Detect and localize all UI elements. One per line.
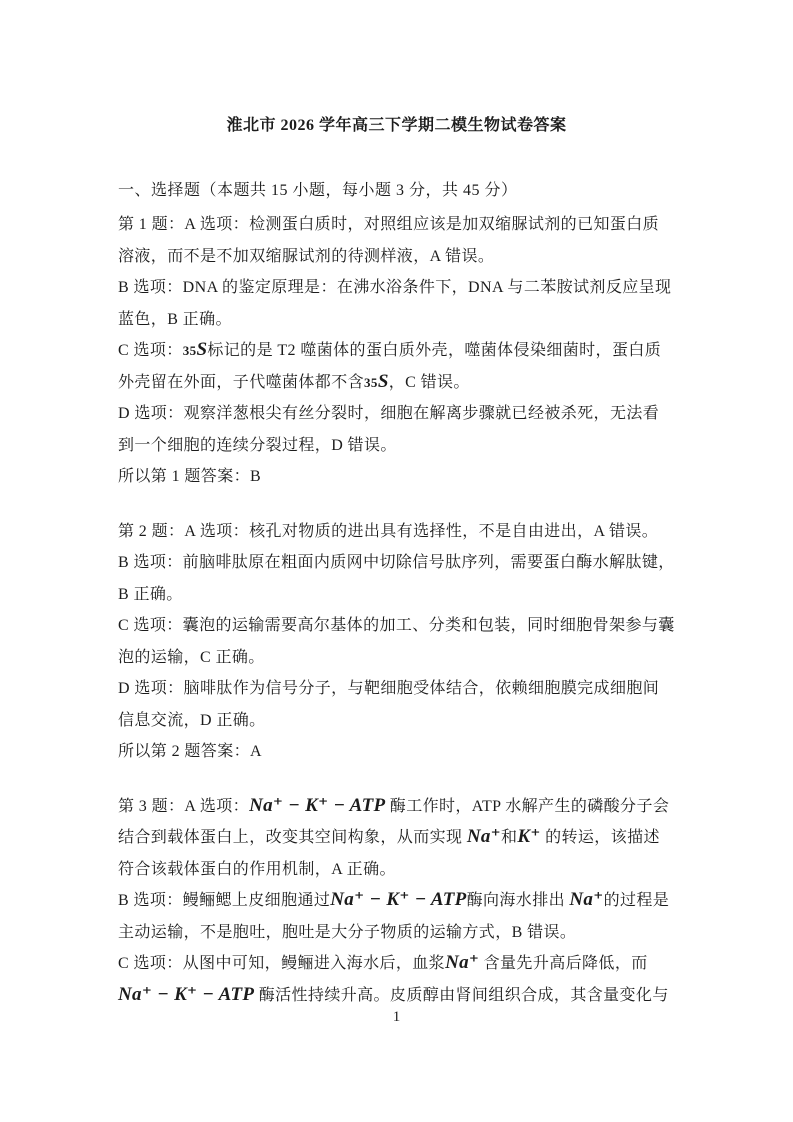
answer-paragraph	[118, 673, 675, 736]
text-segment: 标记的是 T2 噬菌体的蛋白质外壳，噬菌体侵染细菌时，蛋白质外壳留在外面，子代噬菌体都不含	[118, 342, 662, 391]
text-segment: 第 2 题：A 选项：核孔对物质的进出具有选择性，不是自由进出，A 错误。	[118, 522, 659, 540]
math-formula: Na⁺ − K⁺ − ATP	[118, 983, 255, 1005]
text-segment: 含量先升高后降低，而	[479, 955, 648, 972]
math-formula: Na⁺	[445, 952, 480, 973]
answer-paragraph	[118, 547, 675, 610]
text-segment: 酶工作时，ATP 水解产生的磷酸分子会结合到载体蛋白上，改变其空间构象，从而实现	[118, 797, 670, 846]
text-segment: C 选项：从图中可知，鳗鲡进入海水后，血浆	[118, 955, 446, 972]
text-segment: C 选项：囊泡的运输需要高尔基体的加工、分类和包装，同时细胞骨架参与囊泡的运输，C 正确。	[118, 617, 675, 666]
answer-paragraph	[118, 272, 675, 335]
question-block-2	[118, 516, 675, 768]
text-segment: B 选项：DNA 的鉴定原理是：在沸水浴条件下，DNA 与二苯胺试剂反应呈现蓝色，B 正确。	[118, 279, 672, 328]
answer-paragraph	[118, 516, 675, 548]
answer-paragraph	[118, 791, 675, 886]
answer-questions	[118, 209, 675, 1011]
math-formula: Na⁺ − K⁺ − ATP	[249, 794, 386, 816]
page-number: 1	[392, 1009, 401, 1025]
math-formula: Na⁺	[569, 889, 604, 910]
text-segment: 和	[500, 829, 518, 846]
math-formula: Na⁺ − K⁺ − ATP	[330, 889, 467, 910]
question-block-1	[118, 209, 675, 493]
text-segment: D 选项：脑啡肽作为信号分子，与靶细胞受体结合，依赖细胞膜完成细胞间信息交流，D 正确。	[118, 680, 660, 729]
answer-paragraph	[118, 398, 675, 461]
text-segment: 酶向海水排出	[466, 892, 570, 909]
math-formula: Na⁺	[466, 826, 501, 847]
text-segment: B 选项：鳗鲡鳃上皮细胞通过	[118, 892, 331, 909]
section-heading: 一、选择题（本题共 15 小题，每小题 3 分，共 45 分）	[118, 182, 518, 199]
answer-paragraph	[118, 335, 675, 398]
math-isotope-prefix: 35	[364, 374, 378, 390]
text-segment: 第 1 题：A 选项：检测蛋白质时，对照组应该是加双缩脲试剂的已知蛋白质溶液，而不是不加双缩脲试剂的待测样液，A 错误。	[118, 216, 660, 265]
text-segment: 的过程是主动运输，不是胞吐，胞吐是大分子物质的运输方式，B 错误。	[118, 892, 670, 941]
text-segment: 酶活性持续升高。皮质醇由肾间组织合成，其含量变化与	[254, 986, 669, 1004]
math-isotope-prefix: 35	[182, 343, 197, 358]
document-title: 淮北市 2026 学年高三下学期二模生物试卷答案	[226, 117, 567, 134]
math-formula: K⁺	[517, 826, 541, 847]
answer-paragraph	[118, 461, 675, 493]
document-body	[0, 113, 793, 1011]
answer-paragraph	[118, 209, 675, 272]
math-formula: S	[196, 339, 208, 360]
answer-paragraph	[118, 610, 675, 673]
question-block-3	[118, 791, 675, 1012]
text-segment: 的转运，该描述符合该载体蛋白的作用机制，A 正确。	[118, 829, 660, 878]
text-segment: D 选项：观察洋葱根尖有丝分裂时，细胞在解离步骤就已经被杀死，无法看到一个细胞的连续分裂过程，D 错误。	[118, 405, 660, 454]
text-segment: 所以第 2 题答案：A	[118, 743, 262, 760]
text-segment: 第 3 题：A 选项：	[118, 797, 250, 815]
math-formula: S	[377, 370, 389, 392]
text-segment: C 选项：	[118, 342, 183, 359]
text-segment: 所以第 1 题答案：B	[118, 468, 262, 485]
text-segment: ，C 错误。	[388, 373, 470, 391]
text-segment: B 选项：前脑啡肽原在粗面内质网中切除信号肽序列，需要蛋白酶水解肽键，B 正确。	[118, 554, 675, 603]
answer-paragraph	[118, 885, 675, 948]
answer-paragraph	[118, 736, 675, 768]
answer-paragraph	[118, 948, 675, 1011]
